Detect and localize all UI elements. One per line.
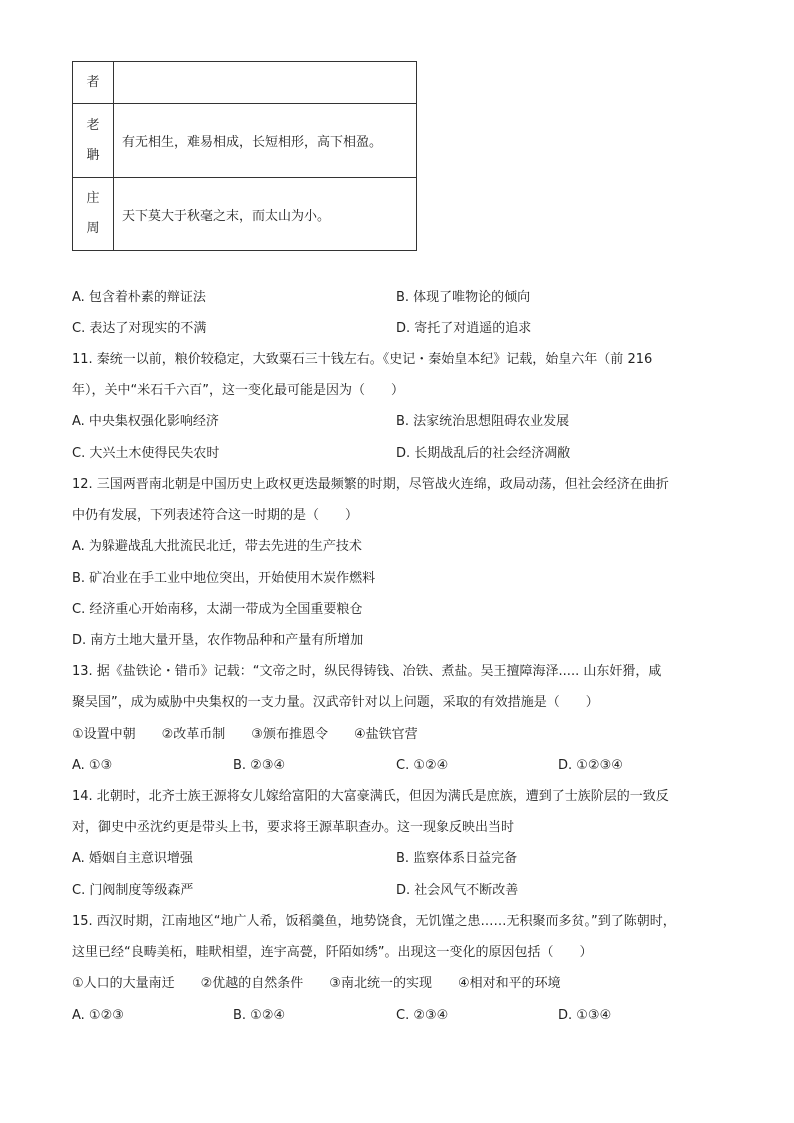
q10-option-b: B. 体现了唯物论的倾向 xyxy=(396,290,531,305)
name-char: 者 xyxy=(86,74,100,90)
name-char: 庄 xyxy=(86,191,100,206)
q11-option-c: C. 大兴土木使得民失农时 xyxy=(72,446,220,461)
q14-option-c: C. 门阀制度等级森严 xyxy=(72,883,194,898)
table-name-cell xyxy=(73,178,114,251)
q12-option-c: C. 经济重心开始南移，太湖一带成为全国重要粮仓 xyxy=(72,602,363,617)
q15-option-d: D. ①③④ xyxy=(558,1008,612,1023)
philosophers-table xyxy=(72,61,417,251)
q15-stem-line-1: 15. 西汉时期，江南地区“地广人希，饭稻羹鱼，地势饶食，无饥馑之患……无积聚而多贫。”到了陈朝时， xyxy=(72,914,676,929)
q13-option-c: C. ①②④ xyxy=(396,758,449,773)
q13-option-a: A. ①③ xyxy=(72,758,113,773)
name-char: 周 xyxy=(86,221,100,236)
table-quote-cell xyxy=(114,62,417,104)
q12-stem-line-1: 12. 三国两晋南北朝是中国历史上政权更迭最频繁的时期，尽管战火连绵，政局动荡，但社会经济在曲折 xyxy=(72,477,669,492)
q15-items: ①人口的大量南迁 ②优越的自然条件 ③南北统一的实现 ④相对和平的环境 xyxy=(72,976,561,991)
q11-stem-line-2: 年），关中“米石千六百”，这一变化最可能是因为（ ） xyxy=(72,383,404,398)
q11-option-b: B. 法家统治思想阻碍农业发展 xyxy=(396,414,570,429)
table-row xyxy=(73,178,417,251)
q15-option-c: C. ②③④ xyxy=(396,1008,449,1023)
q11-stem-line-1: 11. 秦统一以前，粮价较稳定，大致粟石三十钱左右。《史记・秦始皇本纪》记载，始皇六年（前 216 xyxy=(72,352,653,367)
q10-option-d: D. 寄托了对逍遥的追求 xyxy=(396,321,532,336)
q14-stem-line-2: 对，御史中丞沈约更是带头上书，要求将王源革职查办。这一现象反映出当时 xyxy=(72,820,515,835)
q12-option-a: A. 为躲避战乱大批流民北迁，带去先进的生产技术 xyxy=(72,539,362,554)
q12-option-b: B. 矿冶业在手工业中地位突出，开始使用木炭作燃料 xyxy=(72,571,376,586)
q12-option-d: D. 南方土地大量开垦，农作物品种和产量有所增加 xyxy=(72,633,364,648)
table-quote-cell: 天下莫大于秋毫之末，而太山为小。 xyxy=(114,178,417,251)
q14-option-a: A. 婚姻自主意识增强 xyxy=(72,851,193,866)
q13-items: ①设置中朝 ②改革币制 ③颁布推恩令 ④盐铁官营 xyxy=(72,727,418,742)
q11-option-d: D. 长期战乱后的社会经济凋敝 xyxy=(396,446,571,461)
table-name-cell xyxy=(73,104,114,178)
q10-option-a: A. 包含着朴素的辩证法 xyxy=(72,290,206,305)
table-quote-cell: 有无相生，难易相成，长短相形，高下相盈。 xyxy=(114,104,417,178)
name-char: 老 xyxy=(86,117,100,133)
q14-option-d: D. 社会风气不断改善 xyxy=(396,883,519,898)
q13-stem-line-1: 13. 据《盐铁论・错币》记载：“文帝之时，纵民得铸钱、冶铁、煮盐。吴王擅障海泽..... 山东奸猾，咸 xyxy=(72,664,662,679)
table-name-cell xyxy=(73,62,114,104)
q15-option-a: A. ①②③ xyxy=(72,1008,124,1023)
q13-option-b: B. ②③④ xyxy=(233,758,286,773)
table-row xyxy=(73,104,417,178)
q13-option-d: D. ①②③④ xyxy=(558,758,623,773)
q14-option-b: B. 监察体系日益完备 xyxy=(396,851,518,866)
q15-option-b: B. ①②④ xyxy=(233,1008,286,1023)
q14-stem-line-1: 14. 北朝时，北齐士族王源将女儿嫁给富阳的大富豪满氏，但因为满氏是庶族，遭到了士族阶层的一致反 xyxy=(72,789,669,804)
name-char: 聃 xyxy=(86,147,100,163)
q13-stem-line-2: 聚吴国”，成为威胁中央集权的一支力量。汉武帝针对以上问题，采取的有效措施是（ ） xyxy=(72,695,599,710)
q15-stem-line-2: 这里已经“良畴美柘，畦畎相望，连宇高甍，阡陌如绣”。出现这一变化的原因包括（ ） xyxy=(72,945,593,960)
q10-option-c: C. 表达了对现实的不满 xyxy=(72,321,207,336)
q11-option-a: A. 中央集权强化影响经济 xyxy=(72,414,219,429)
q12-stem-line-2: 中仍有发展，下列表述符合这一时期的是（ ） xyxy=(72,508,359,523)
table-row xyxy=(73,62,417,104)
